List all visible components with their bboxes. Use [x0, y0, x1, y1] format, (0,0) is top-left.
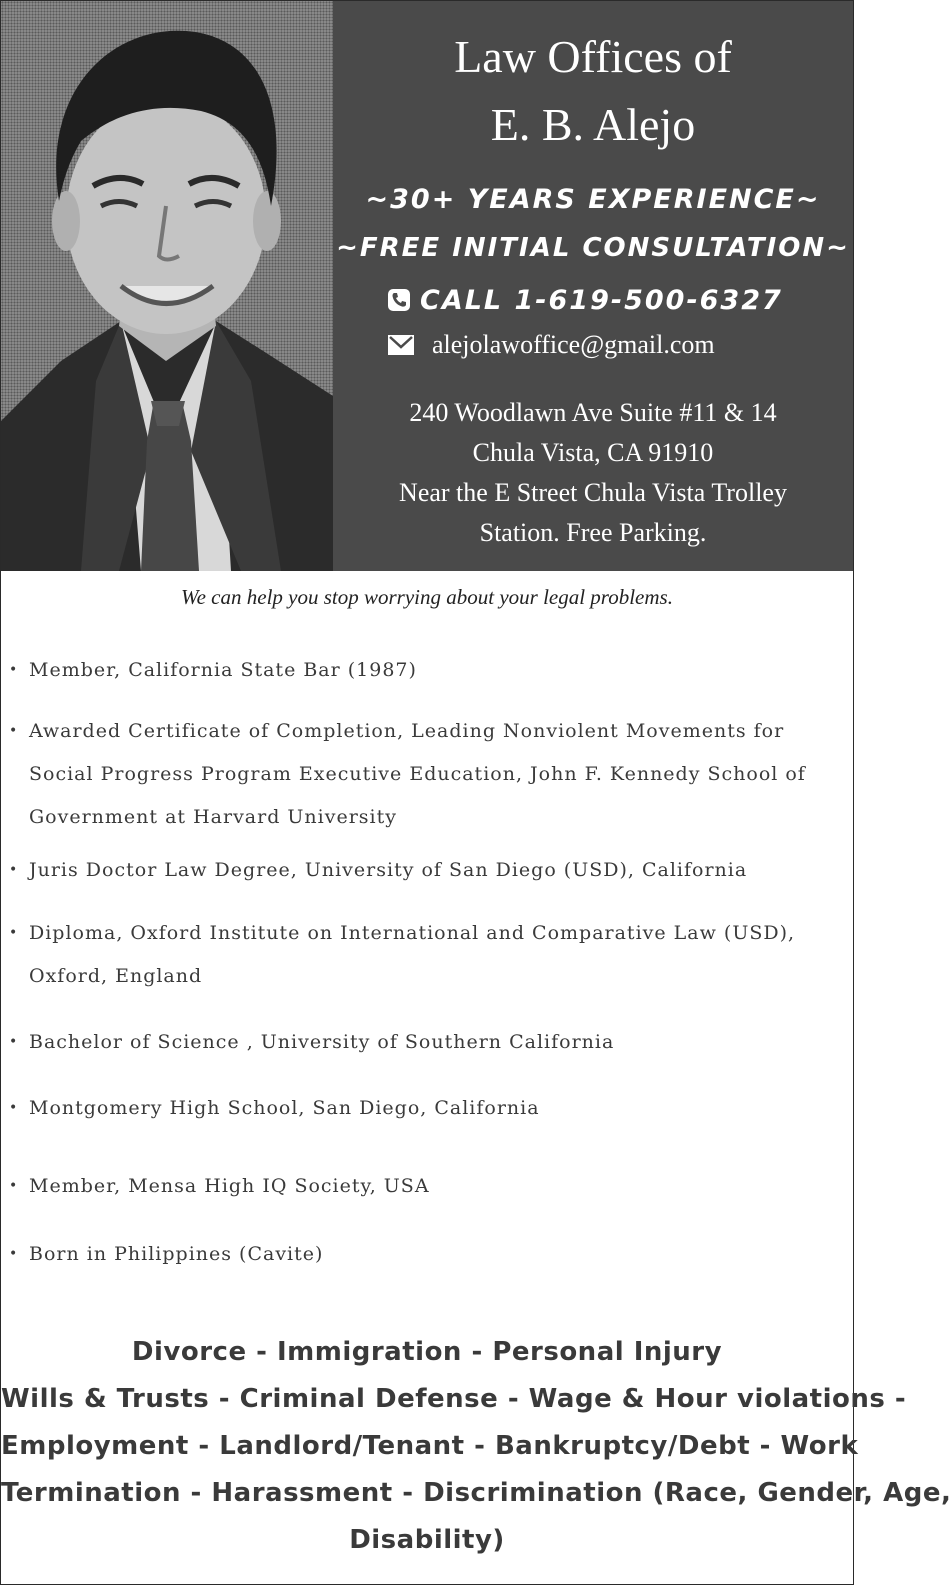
bullet: • [9, 723, 19, 739]
credential-text: Born in Philippines (Cavite) [29, 1243, 324, 1265]
consultation-line: ~FREE INITIAL CONSULTATION~ [336, 233, 850, 263]
experience-line: ~30+ YEARS EXPERIENCE~ [365, 184, 821, 215]
attorney-portrait [1, 1, 333, 571]
firm-name-line2: E. B. Alejo [490, 99, 696, 150]
bullet: • [9, 662, 19, 678]
practice-line: Divorce - Immigration - Personal Injury [131, 1337, 723, 1367]
address-line1: 240 Woodlawn Ave Suite #11 & 14 [409, 398, 777, 427]
firm-name-line1: Law Offices of [454, 31, 732, 82]
credential-text: Member, California State Bar (1987) [29, 659, 417, 681]
credential-text: Member, Mensa High IQ Society, USA [29, 1175, 430, 1197]
practice-line: Disability) [349, 1525, 505, 1555]
bullet: • [9, 1100, 19, 1116]
bullet: • [9, 1178, 19, 1194]
address-line4: Station. Free Parking. [479, 518, 707, 547]
credential-text: Government at Harvard University [29, 806, 397, 828]
credential-item [9, 1087, 829, 1130]
credential-item [9, 1165, 829, 1208]
tagline: We can help you stop worrying about your legal problems. [181, 585, 673, 609]
email-address: alejolawoffice@gmail.com [432, 330, 715, 359]
call-row[interactable] [388, 283, 783, 319]
practice-line: Wills & Trusts - Criminal Defense - Wage & Hour violations - [1, 1384, 907, 1414]
credential-item [9, 710, 829, 839]
bullet: • [9, 1246, 19, 1262]
credential-item [9, 912, 829, 998]
practice-areas [1, 1329, 951, 1564]
phone-icon [388, 285, 410, 307]
credential-item [9, 849, 829, 892]
contact-info-panel [333, 1, 853, 571]
credential-text: Oxford, England [29, 965, 203, 987]
credential-text: Diploma, Oxford Institute on International and Comparative Law (USD), [29, 922, 796, 944]
address-line3: Near the E Street Chula Vista Trolley [399, 478, 787, 507]
credential-item [9, 1233, 829, 1276]
email-row[interactable] [388, 329, 715, 361]
credential-text: Bachelor of Science , University of Southern California [29, 1031, 615, 1053]
header-banner [1, 1, 853, 571]
credential-text: Awarded Certificate of Completion, Leading Nonviolent Movements for [29, 720, 785, 742]
address-line2: Chula Vista, CA 91910 [472, 438, 714, 467]
credential-text: Montgomery High School, San Diego, California [29, 1097, 540, 1119]
practice-line: Termination - Harassment - Discrimination (Race, Gender, Age, [1, 1478, 951, 1508]
credential-item [9, 1021, 829, 1064]
credential-text: Juris Doctor Law Degree, University of San Diego (USD), California [29, 859, 748, 881]
credential-item [9, 649, 829, 692]
bullet: • [9, 925, 19, 941]
mail-icon [388, 331, 414, 351]
practice-line: Employment - Landlord/Tenant - Bankruptcy/Debt - Work [1, 1431, 859, 1461]
bullet: • [9, 862, 19, 878]
credential-text: Social Progress Program Executive Education, John F. Kennedy School of [29, 763, 806, 785]
phone-number: CALL 1-619-500-6327 [420, 285, 783, 316]
bullet: • [9, 1034, 19, 1050]
